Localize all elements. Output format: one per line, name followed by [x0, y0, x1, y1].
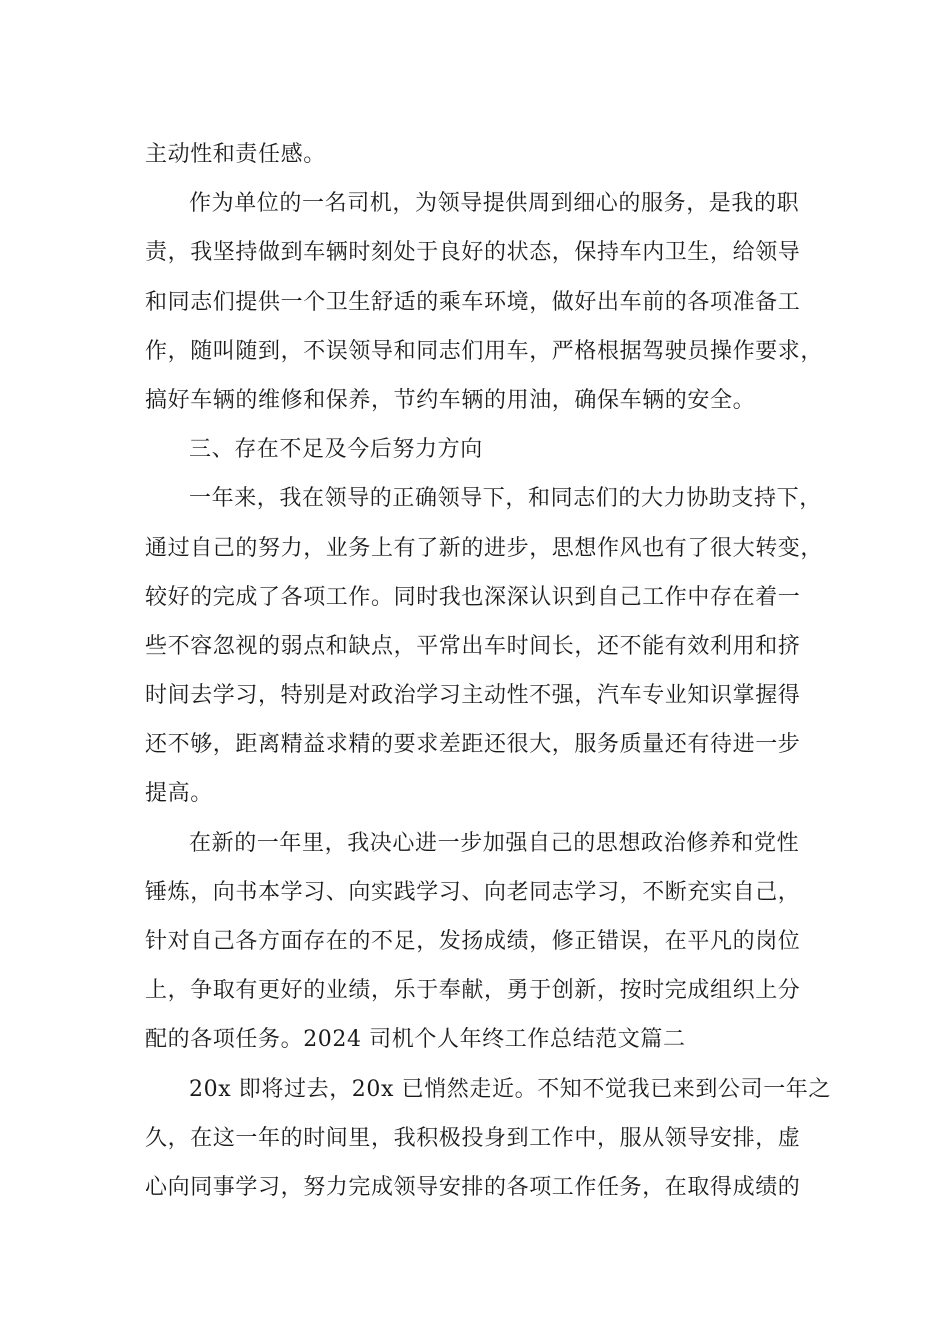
text-line: 锤炼，向书本学习、向实践学习、向老同志学习，不断充实自己， [145, 879, 801, 905]
document-body [145, 130, 831, 1212]
text-line: 一年来，我在领导的正确领导下，和同志们的大力协助支持下， [189, 486, 822, 512]
text-line: 心向同事学习，努力完成领导安排的各项工作任务，在取得成绩的 [145, 1174, 801, 1200]
text-line: 提高。 [145, 781, 213, 807]
text-line: 作，随叫随到，不误领导和同志们用车，严格根据驾驶员操作要求， [145, 338, 824, 364]
section-heading: 三、存在不足及今后努力方向 [189, 437, 483, 463]
text-line: 针对自己各方面存在的不足，发扬成绩，修正错误，在平凡的岗位 [145, 929, 801, 954]
text-line: 些不容忽视的弱点和缺点，平常出车时间长，还不能有效利用和挤 [145, 633, 801, 659]
text-line: 较好的完成了各项工作。同时我也深深认识到自己工作中存在着一 [145, 584, 801, 610]
text-line: 配的各项任务。2024 司机个人年终工作总结范文篇二 [145, 1027, 686, 1053]
text-line: 作为单位的一名司机，为领导提供周到细心的服务，是我的职 [189, 191, 800, 217]
text-line: 主动性和责任感。 [145, 142, 326, 167]
text-line: 和同志们提供一个卫生舒适的乘车环境，做好出车前的各项准备工 [145, 289, 801, 315]
text-line: 20x 即将过去，20x 已悄然走近。不知不觉我已来到公司一年之 [189, 1076, 831, 1102]
text-line: 时间去学习，特别是对政治学习主动性不强，汽车专业知识掌握得 [145, 683, 801, 709]
text-line: 久，在这一年的时间里，我积极投身到工作中，服从领导安排，虚 [145, 1125, 801, 1151]
text-line: 责，我坚持做到车辆时刻处于良好的状态，保持车内卫生，给领导 [145, 240, 801, 266]
text-line: 搞好车辆的维修和保养，节约车辆的用油，确保车辆的安全。 [145, 387, 756, 413]
text-line: 通过自己的努力，业务上有了新的进步，思想作风也有了很大转变， [145, 535, 824, 561]
text-line: 在新的一年里，我决心进一步加强自己的思想政治修养和党性 [189, 830, 800, 856]
text-line: 上，争取有更好的业绩，乐于奉献，勇于创新，按时完成组织上分 [145, 978, 801, 1004]
text-line: 还不够，距离精益求精的要求差距还很大，服务质量还有待进一步 [145, 732, 801, 758]
